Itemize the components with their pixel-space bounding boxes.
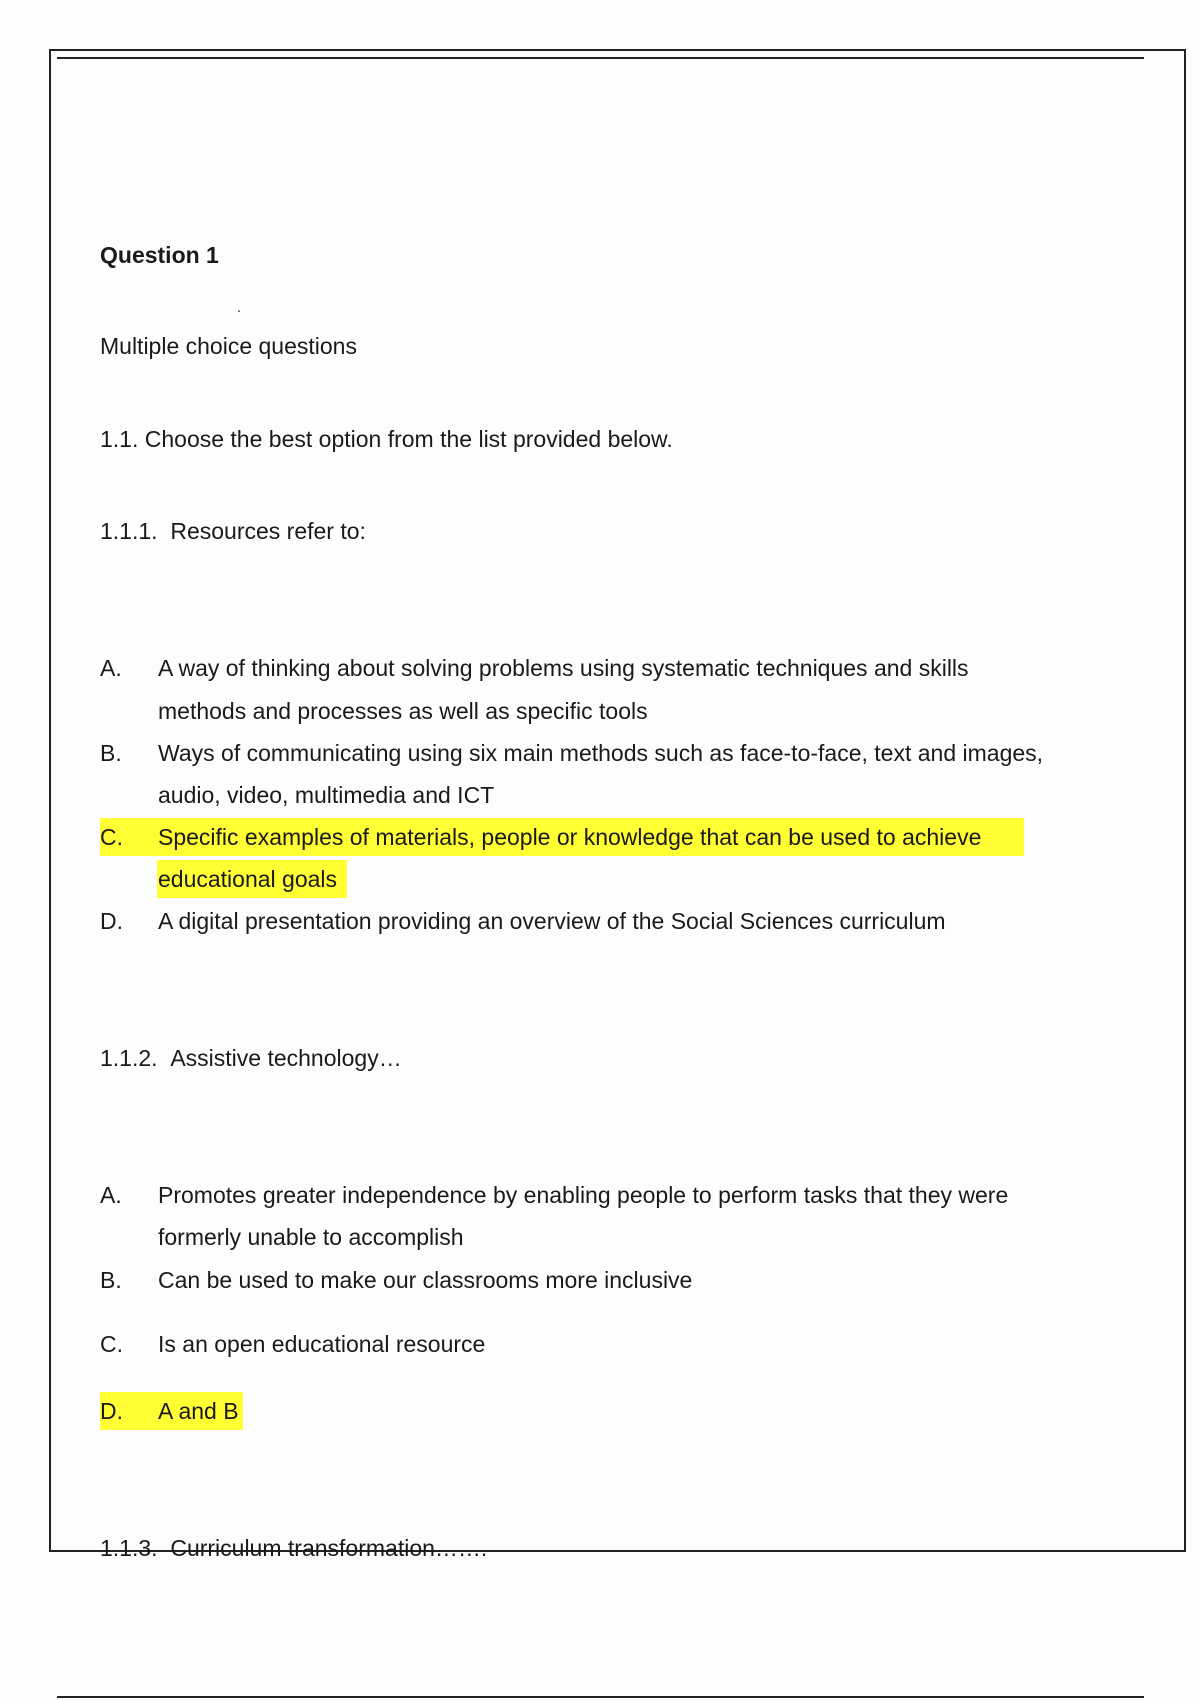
q2-option-c-letter: C. bbox=[100, 1331, 123, 1357]
q2-option-b-letter: B. bbox=[100, 1267, 122, 1293]
instruction-text: 1.1. Choose the best option from the list provided below. bbox=[100, 426, 673, 452]
q2-option-d-line1: A and B bbox=[158, 1398, 239, 1424]
question-title: Question 1 bbox=[100, 242, 219, 268]
top-rule bbox=[57, 57, 1144, 59]
q2-option-a-line2: formerly unable to accomplish bbox=[158, 1224, 464, 1250]
q1-option-b-line1: Ways of communicating using six main methods such as face-to-face, text and images, bbox=[158, 740, 1044, 766]
q1-option-a-letter: A. bbox=[100, 655, 122, 681]
q1-option-c-letter: C. bbox=[100, 824, 123, 850]
q1-option-c-line2: educational goals bbox=[158, 866, 338, 892]
q2-option-d-letter: D. bbox=[100, 1398, 123, 1424]
q1-option-b-letter: B. bbox=[100, 740, 122, 766]
q1-option-d-letter: D. bbox=[100, 908, 123, 934]
question-number: 1.1.1. bbox=[100, 518, 158, 544]
q1-option-b-line2: audio, video, multimedia and ICT bbox=[158, 782, 495, 808]
question-number: 1.1.3. bbox=[100, 1535, 158, 1561]
stray-dot-mark: . bbox=[237, 299, 241, 315]
q1-option-c-line1: Specific examples of materials, people or knowledge that can be used to achieve bbox=[158, 824, 982, 850]
bottom-rule bbox=[57, 1696, 1144, 1698]
q2-option-c-line1: Is an open educational resource bbox=[158, 1331, 486, 1357]
question-number: 1.1.2. bbox=[100, 1045, 158, 1071]
question-1-1-3 bbox=[100, 1527, 487, 1569]
question-stem: Resources refer to: bbox=[170, 518, 366, 544]
section-label: Multiple choice questions bbox=[100, 333, 357, 359]
question-1-1-2 bbox=[100, 1037, 402, 1079]
q2-option-b-line1: Can be used to make our classrooms more inclusive bbox=[158, 1267, 693, 1293]
q2-option-a-line1: Promotes greater independence by enabling people to perform tasks that they were bbox=[158, 1182, 1009, 1208]
q1-option-a-line1: A way of thinking about solving problems using systematic techniques and skills bbox=[158, 655, 969, 681]
q1-option-a-line2: methods and processes as well as specific tools bbox=[158, 698, 648, 724]
q2-option-a-letter: A. bbox=[100, 1182, 122, 1208]
q1-option-d-line1: A digital presentation providing an overview of the Social Sciences curriculum bbox=[158, 908, 946, 934]
question-stem: Assistive technology… bbox=[170, 1045, 402, 1071]
question-1-1-1 bbox=[100, 510, 366, 552]
question-stem: Curriculum transformation……. bbox=[170, 1535, 488, 1561]
